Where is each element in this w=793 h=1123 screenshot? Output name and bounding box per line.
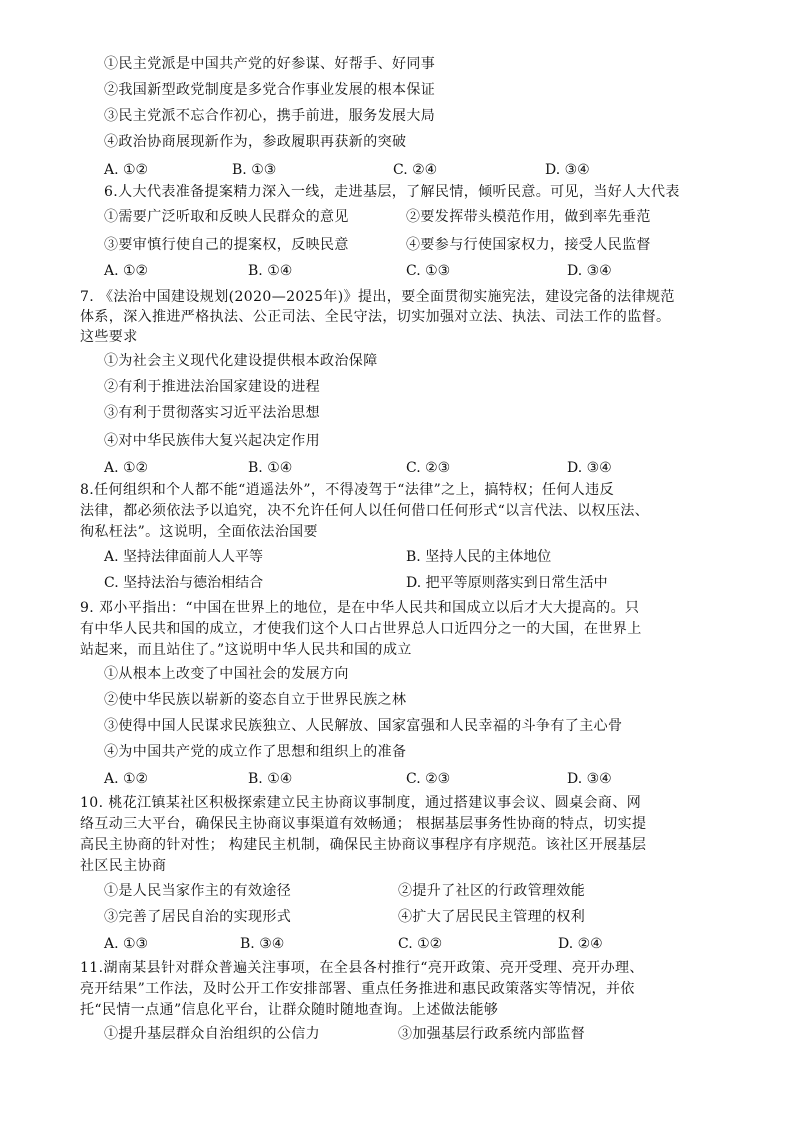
q10-option-d: D. ②④ — [558, 936, 603, 952]
q6-option-a: A. ①② — [104, 263, 149, 279]
q11-item-3: ③加强基层行政系统内部监督 — [398, 1026, 586, 1042]
q5-item-2: ②我国新型政党制度是多党合作事业发展的根本保证 — [104, 82, 436, 98]
q6-item-2: ②要发挥带头模范作用，做到率先垂范 — [406, 209, 651, 225]
q8-option-b: B. 坚持人民的主体地位 — [406, 549, 552, 565]
q9-option-b: B. ①④ — [248, 771, 293, 787]
q10-stem-line-4: 社区民主协商 — [80, 858, 167, 874]
q7-stem-line-2: 体系，深入推进严格执法、公正司法、全民守法，切实加强对立法、执法、司法工作的监督。 — [80, 309, 671, 325]
q7-option-d: D. ③④ — [567, 460, 612, 476]
q8-option-a: A. 坚持法律面前人人平等 — [104, 549, 264, 565]
q7-item-2: ②有利于推进法治国家建设的进程 — [104, 379, 320, 395]
q10-stem-line-3: 高民主协商的针对性； 构建民主机制，确保民主协商议事程序有序规范。该社区开展基层 — [80, 837, 647, 853]
q10-option-a: A. ①③ — [104, 936, 149, 952]
q7-item-4: ④对中华民族伟大复兴起决定作用 — [104, 433, 320, 449]
q6-option-b: B. ①④ — [248, 263, 293, 279]
q7-item-1: ①为社会主义现代化建设提供根本政治保障 — [104, 353, 378, 369]
q10-stem-line-1: 10. 桃花江镇某社区积极探索建立民主协商议事制度，通过搭建议事会议、圆桌会商、网 — [80, 795, 642, 811]
q11-item-1: ①提升基层群众自治组织的公信力 — [104, 1026, 320, 1042]
q11-stem-line-1: 11.湖南某县针对群众普遍关注事项，在全县各村推行“亮开政策、亮开受理、亮开办理、 — [80, 960, 644, 976]
q6-stem: 6.人大代表准备提案精力深入一线，走进基层，了解民情，倾听民意。可见，当好人大代表 — [104, 184, 680, 200]
q10-item-3: ③完善了居民自治的实现形式 — [104, 909, 292, 925]
q9-item-1: ①从根本上改变了中国社会的发展方向 — [104, 666, 349, 682]
q11-stem-line-2: 亮开结果”工作法，及时公开工作安排部署、重点任务推进和惠民政策落实等情况，并依 — [80, 981, 635, 997]
q7-stem-line-3: 这些要求 — [80, 329, 138, 345]
q10-item-4: ④扩大了居民民主管理的权利 — [398, 909, 586, 925]
q9-stem-line-1: 9. 邓小平指出：“中国在世界上的地位，是在中华人民共和国成立以后才大大提高的。只 — [80, 600, 640, 616]
q8-option-d: D. 把平等原则落实到日常生活中 — [406, 575, 608, 591]
q8-option-c: C. 坚持法治与德治相结合 — [104, 575, 264, 591]
q6-option-c: C. ①③ — [406, 263, 451, 279]
q9-option-a: A. ①② — [104, 771, 149, 787]
q5-option-c: C. ②④ — [393, 162, 438, 178]
q5-option-b: B. ①③ — [232, 162, 277, 178]
q5-item-4: ④政治协商展现新作为，参政履职再获新的突破 — [104, 134, 407, 150]
q6-item-1: ①需要广泛听取和反映人民群众的意见 — [104, 209, 349, 225]
q5-option-d: D. ③④ — [545, 162, 590, 178]
q7-stem-line-1: 7. 《法治中国建设规划(2020—2025年)》提出，要全面贯彻实施宪法，建设完备的法律规范 — [80, 289, 675, 305]
q9-stem-line-3: 站起来，而且站住了。”这说明中华人民共和国的成立 — [80, 642, 412, 658]
q9-option-d: D. ③④ — [567, 771, 612, 787]
q5-option-a: A. ①② — [104, 162, 149, 178]
q6-item-4: ④要参与行使国家权力，接受人民监督 — [406, 237, 651, 253]
q7-option-a: A. ①② — [104, 460, 149, 476]
q10-item-1: ①是人民当家作主的有效途径 — [104, 883, 292, 899]
q9-option-c: C. ②③ — [406, 771, 451, 787]
q9-item-2: ②使中华民族以崭新的姿态自立于世界民族之林 — [104, 692, 407, 708]
q6-item-3: ③要审慎行使自己的提案权，反映民意 — [104, 237, 349, 253]
q11-stem-line-3: 托“民情一点通”信息化平台，让群众随时随地查询。上述做法能够 — [80, 1002, 499, 1018]
q5-item-1: ①民主党派是中国共产党的好参谋、好帮手、好同事 — [104, 56, 436, 72]
q7-item-3: ③有利于贯彻落实习近平法治思想 — [104, 405, 320, 421]
q9-item-3: ③使得中国人民谋求民族独立、人民解放、国家富强和人民幸福的斗争有了主心骨 — [104, 718, 623, 734]
q9-item-4: ④为中国共产党的成立作了思想和组织上的准备 — [104, 744, 407, 760]
q8-stem-line-1: 8.任何组织和个人都不能“逍遥法外”，不得凌驾于“法律”之上，搞特权；任何人违反 — [80, 482, 614, 498]
q10-option-b: B. ③④ — [240, 936, 285, 952]
q7-option-b: B. ①④ — [248, 460, 293, 476]
q10-stem-line-2: 络互动三大平台，确保民主协商议事渠道有效畅通； 根据基层事务性协商的特点，切实提 — [80, 816, 647, 832]
q8-stem-line-3: 徇私枉法”。这说明，全面依法治国要 — [80, 524, 318, 540]
q5-item-3: ③民主党派不忘合作初心，携手前进，服务发展大局 — [104, 108, 436, 124]
q6-option-d: D. ③④ — [567, 263, 612, 279]
q10-option-c: C. ①② — [398, 936, 443, 952]
q10-item-2: ②提升了社区的行政管理效能 — [398, 883, 586, 899]
q7-option-c: C. ②③ — [406, 460, 451, 476]
q8-stem-line-2: 法律，都必须依法予以追究，决不允许任何人以任何借口任何形式“以言代法、以权压法、 — [80, 503, 650, 519]
q9-stem-line-2: 有中华人民共和国的成立，才使我们这个人口占世界总人口近四分之一的大国，在世界上 — [80, 621, 642, 637]
